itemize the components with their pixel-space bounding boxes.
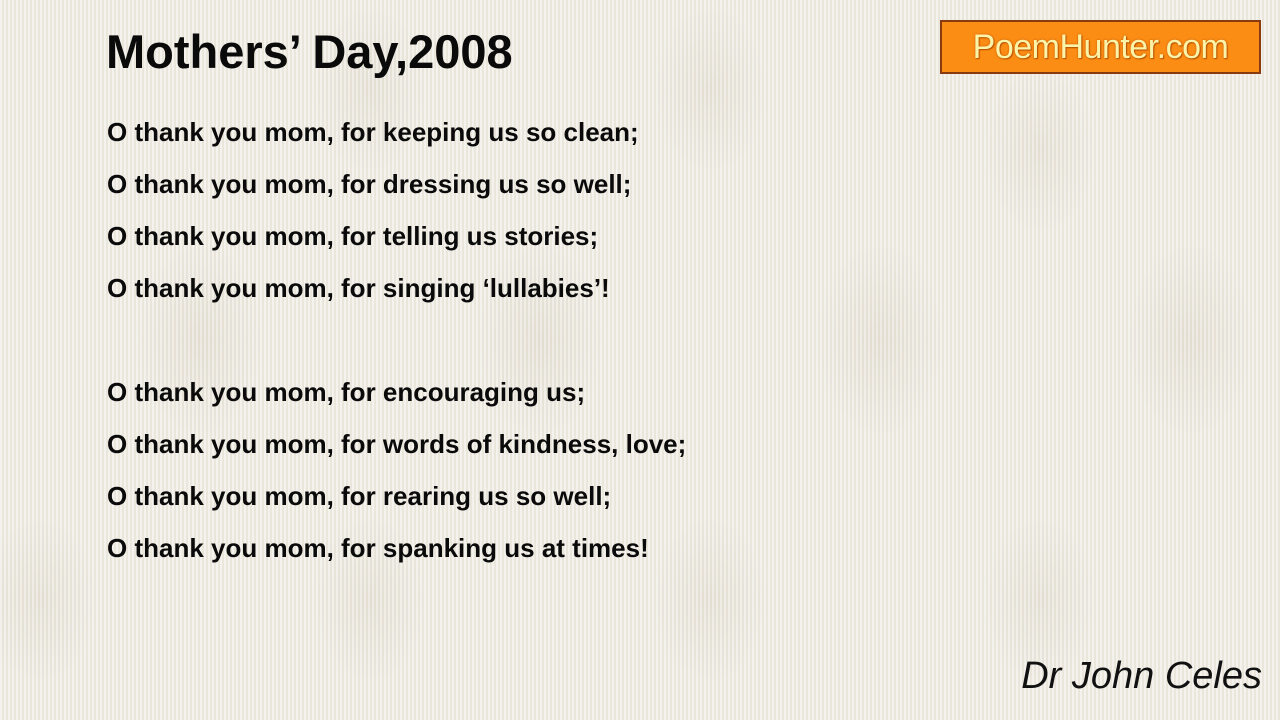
poem-line: O thank you mom, for words of kindness, love;: [107, 429, 687, 459]
poem-line: O thank you mom, for encouraging us;: [107, 377, 586, 407]
poem-line: O thank you mom, for singing ‘lullabies’!: [107, 273, 610, 303]
poem-line: O thank you mom, for dressing us so well;: [107, 169, 632, 199]
stanza-1: [107, 106, 686, 314]
stanza-2: [107, 366, 686, 574]
poem-line: O thank you mom, for telling us stories;: [107, 221, 599, 251]
poemhunter-logo-link[interactable]: PoemHunter.com: [940, 20, 1261, 74]
poem-body: [107, 106, 686, 574]
poem-line: O thank you mom, for spanking us at times!: [107, 533, 649, 563]
poem-line: O thank you mom, for keeping us so clean;: [107, 117, 639, 147]
poem-title: Mothers’ Day,2008: [106, 25, 513, 78]
poem-line: O thank you mom, for rearing us so well;: [107, 481, 612, 511]
author-name: Dr John Celes: [1021, 655, 1262, 697]
